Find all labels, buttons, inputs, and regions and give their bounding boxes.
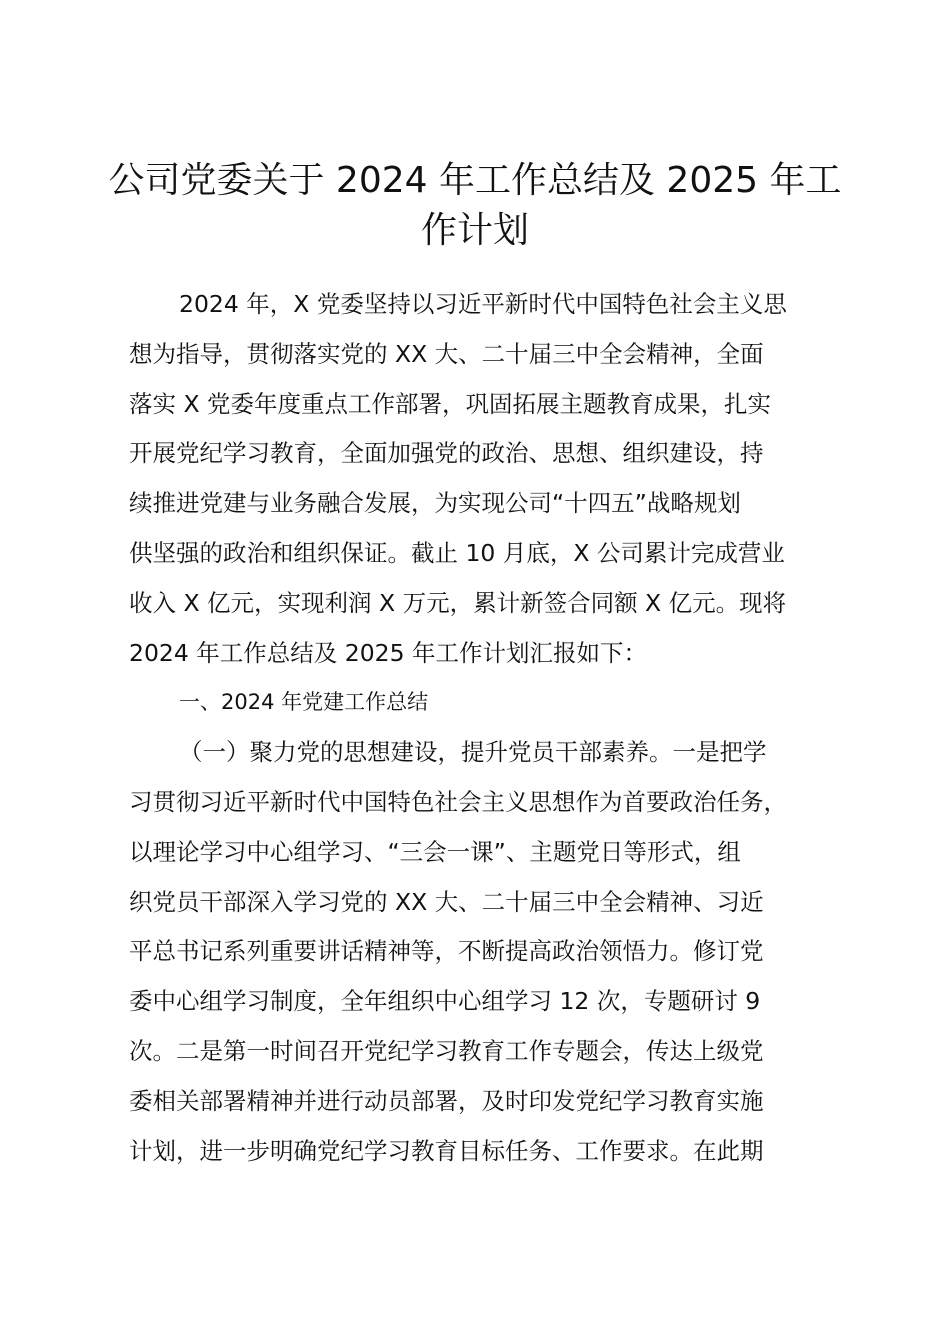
- body-line: 习贯彻习近平新时代中国特色社会主义思想作为首要政治任务，: [129, 787, 787, 816]
- section-heading: 一、2024 年党建工作总结: [179, 690, 429, 715]
- body-line: 次。二是第一时间召开党纪学习教育工作专题会，传达上级党: [129, 1036, 764, 1065]
- body-line: 续推进党建与业务融合发展，为实现公司“十四五”战略规划: [129, 489, 741, 518]
- body-line: 平总书记系列重要讲话精神等，不断提高政治领悟力。修订党: [129, 937, 764, 966]
- body-line: 2024 年工作总结及 2025 年工作计划汇报如下：: [129, 638, 648, 667]
- body-line: 供坚强的政治和组织保证。截止 10 月底，X 公司累计完成营业: [129, 538, 785, 567]
- body-line: 委相关部署精神并进行动员部署，及时印发党纪学习教育实施: [129, 1086, 764, 1115]
- body-line: 委中心组学习制度，全年组织中心组学习 12 次，专题研讨 9: [129, 987, 761, 1016]
- body-line: 2024 年，X 党委坚持以习近平新时代中国特色社会主义思: [179, 290, 787, 318]
- body-line: 以理论学习中心组学习、“三会一课”、主题党日等形式，组: [129, 837, 741, 866]
- body-line: 收入 X 亿元，实现利润 X 万元，累计新签合同额 X 亿元。现将: [129, 588, 787, 617]
- document-body: [129, 280, 829, 1176]
- body-line: 落实 X 党委年度重点工作部署，巩固拓展主题教育成果，扎实: [129, 389, 772, 418]
- body-line: 开展党纪学习教育，全面加强党的政治、思想、组织建设，持: [129, 439, 764, 468]
- title-line-2: 作计划: [420, 210, 529, 251]
- body-line: 想为指导，贯彻落实党的 XX 大、二十届三中全会精神，全面: [129, 339, 764, 368]
- body-line: 织党员干部深入学习党的 XX 大、二十届三中全会精神、习近: [129, 887, 764, 916]
- body-line: （一）聚力党的思想建设，提升党员干部素养。一是把学: [179, 738, 767, 767]
- body-line: 计划，进一步明确党纪学习教育目标任务、工作要求。在此期: [129, 1136, 764, 1165]
- title-line-1: 公司党委关于 2024 年工作总结及 2025 年工: [108, 160, 842, 201]
- document-title: [100, 156, 850, 256]
